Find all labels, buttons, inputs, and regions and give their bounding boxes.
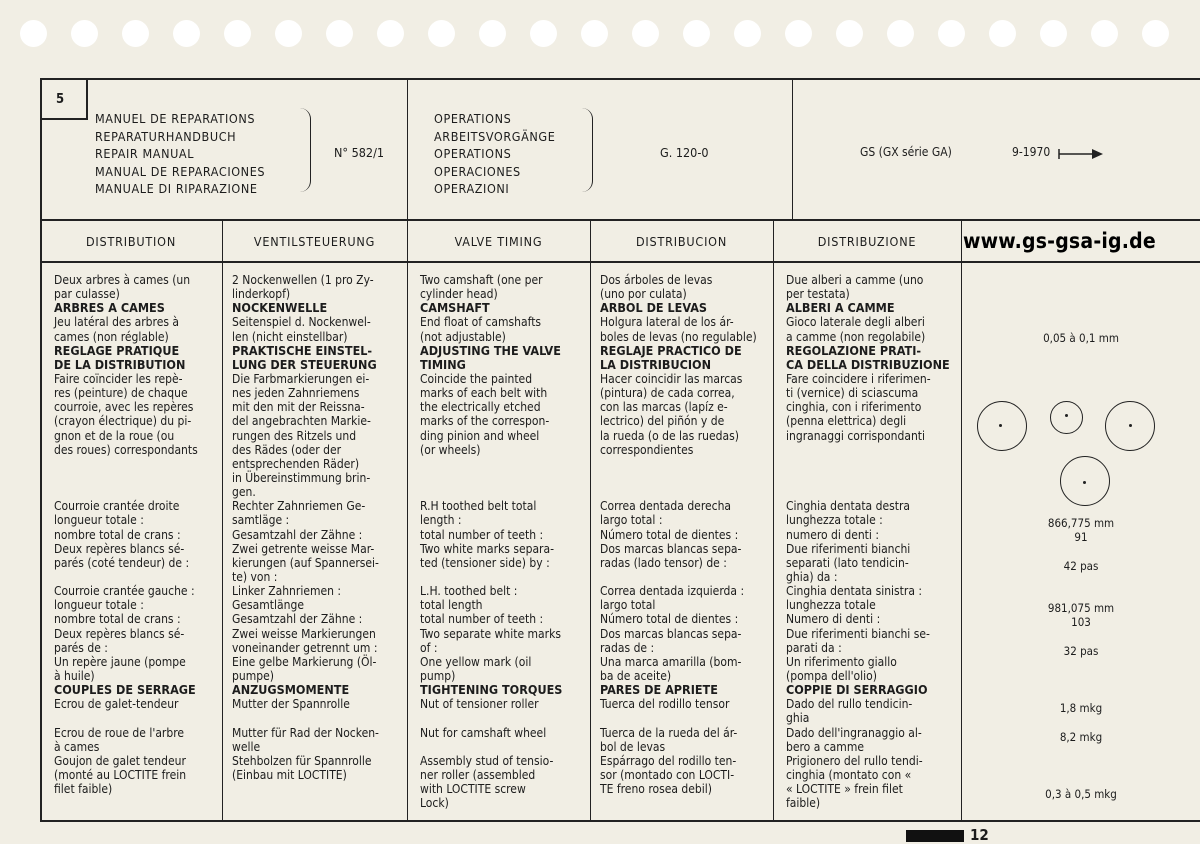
binder-hole: [428, 20, 455, 47]
text-line: nombre total de crans :: [54, 612, 181, 627]
text-line: ADJUSTING THE VALVE: [420, 342, 561, 358]
text-line: « LOCTITE » frein filet: [786, 782, 903, 797]
text-line: Zwei getrente weisse Mar-: [232, 541, 375, 556]
column-divider: [407, 78, 408, 822]
text-line: Deux repères blancs sé-: [54, 541, 185, 556]
column-text-it: [786, 273, 950, 810]
text-line: (crayon électrique) du pi-: [54, 414, 192, 429]
text-line: ARBOL DE LEVAS: [600, 300, 708, 316]
text-line: Dos marcas blancas sepa-: [600, 541, 742, 556]
value-rh-teeth: 91: [1074, 530, 1088, 544]
column-text-de: [232, 273, 379, 782]
text-line: [420, 471, 562, 485]
text-line: cinghia (montato con «: [786, 767, 912, 782]
column-header-divider: [40, 261, 1200, 263]
text-line: (Einbau mit LOCTITE): [232, 767, 347, 782]
text-line: Seitenspiel d. Nockenwel-: [232, 315, 371, 330]
operation-title-es: OPERACIONES: [434, 163, 521, 179]
text-line: Goujon de galet tendeur: [54, 753, 186, 768]
text-line: [232, 711, 379, 725]
manual-number: N° 582/1: [334, 145, 385, 160]
text-line: Die Farbmarkierungen ei-: [232, 371, 370, 386]
text-line: ding pinion and wheel: [420, 428, 540, 443]
value-torque-camshaft-nut: 8,2 mkg: [1059, 730, 1103, 744]
text-line: Un riferimento giallo: [786, 654, 897, 669]
operation-title-it: OPERAZIONI: [434, 181, 510, 196]
text-line: Ecrou de galet-tendeur: [54, 697, 179, 712]
text-line: Número total de dientes :: [600, 612, 739, 627]
text-line: des roues) correspondants: [54, 442, 198, 457]
pulley-circle: [1050, 401, 1083, 434]
binder-hole: [530, 20, 557, 47]
value-rh-length: 866,775 mm: [1047, 516, 1115, 530]
column-text-es: [600, 273, 757, 796]
text-line: [786, 443, 950, 457]
timing-mark: [1083, 481, 1086, 484]
text-line: res (peinture) de chaque: [54, 386, 188, 401]
column-divider: [961, 219, 962, 822]
text-line: Gesamtzahl der Zähne :: [232, 527, 363, 542]
text-line: Holgura lateral de los ár-: [600, 315, 734, 330]
operation-title-de: ARBEITSVORGÄNGE: [434, 128, 556, 144]
timing-mark: [1129, 424, 1132, 427]
text-line: ghia: [786, 711, 810, 726]
page-number: 12: [970, 826, 989, 844]
binder-hole: [632, 20, 659, 47]
text-line: len (nicht einstellbar): [232, 329, 348, 344]
text-line: correspondientes: [600, 442, 694, 457]
operation-code: G. 120-0: [660, 145, 709, 160]
value-lh-teeth: 103: [1071, 615, 1091, 629]
text-line: LUNG DER STEUERUNG: [232, 356, 377, 372]
text-line: largo total: [600, 598, 656, 613]
text-line: Deux arbres à cames (un: [54, 273, 191, 287]
text-line: à huile): [54, 668, 95, 683]
text-line: TE freno rosea debil): [600, 782, 712, 797]
binder-hole: [734, 20, 761, 47]
binder-hole: [20, 20, 47, 47]
text-line: REGOLAZIONE PRATI-: [786, 342, 922, 358]
text-line: COUPLES DE SERRAGE: [54, 682, 196, 698]
text-line: ted (tensioner side) by :: [420, 555, 550, 570]
bracket: [300, 108, 311, 192]
text-line: ingranaggi corrispondanti: [786, 428, 926, 443]
text-line: Prigionero del rullo tendi-: [786, 753, 923, 768]
text-line: (or wheels): [420, 442, 481, 457]
text-line: One yellow mark (oil: [420, 654, 532, 669]
text-line: [600, 471, 757, 485]
text-line: [54, 457, 198, 471]
column-divider: [222, 219, 223, 822]
text-line: courroie, avec les repères: [54, 400, 194, 415]
text-line: CA DELLA DISTRIBUZIONE: [786, 356, 950, 372]
text-line: PRAKTISCHE EINSTEL-: [232, 342, 373, 358]
text-line: ner roller (assembled: [420, 767, 536, 782]
text-line: parés (coté tendeur) de :: [54, 555, 190, 570]
text-line: LA DISTRIBUCION: [600, 356, 712, 372]
binder-hole: [275, 20, 302, 47]
text-line: cinghia, con i riferimento: [786, 400, 922, 415]
text-line: TIGHTENING TORQUES: [420, 682, 563, 698]
binder-hole: [71, 20, 98, 47]
text-line: Dos marcas blancas sepa-: [600, 626, 742, 641]
text-line: per testata): [786, 287, 850, 302]
binder-hole: [479, 20, 506, 47]
manual-title-it: MANUALE DI RIPARAZIONE: [95, 181, 258, 196]
text-line: Rechter Zahnriemen Ge-: [232, 499, 366, 514]
binder-hole: [326, 20, 353, 47]
text-line: total number of teeth :: [420, 612, 544, 627]
column-divider: [792, 78, 793, 220]
column-text-en: [420, 273, 562, 810]
text-line: Stehbolzen für Spannrolle: [232, 753, 372, 768]
text-line: (monté au LOCTITE frein: [54, 767, 187, 782]
text-line: [786, 457, 950, 471]
text-line: lunghezza totale :: [786, 513, 883, 528]
text-line: NOCKENWELLE: [232, 300, 328, 316]
text-line: Correa dentada derecha: [600, 499, 732, 514]
text-line: Tuerca de la rueda del ár-: [600, 725, 738, 740]
text-line: ti (vernice) di sciascuma: [786, 386, 919, 401]
text-line: Mutter für Rad der Nocken-: [232, 725, 379, 740]
manual-title-en: REPAIR MANUAL: [95, 146, 195, 161]
text-line: mit den mit der Reissna-: [232, 400, 365, 415]
text-line: longueur totale :: [54, 598, 144, 613]
manual-title-de: REPARATURHANDBUCH: [95, 128, 237, 144]
text-line: R.H toothed belt total: [420, 499, 537, 514]
text-line: Gioco laterale degli alberi: [786, 315, 925, 330]
text-line: Número total de dientes :: [600, 527, 739, 542]
binder-hole: [122, 20, 149, 47]
text-line: TIMING: [420, 356, 466, 372]
binder-hole: [224, 20, 251, 47]
text-line: [600, 570, 757, 584]
text-line: Two camshaft (one per: [420, 273, 543, 287]
column-header-en: VALVE TIMING: [454, 234, 543, 249]
binder-hole: [1142, 20, 1169, 47]
operation-titles: [434, 110, 555, 198]
text-line: Gesamtzahl der Zähne :: [232, 612, 363, 627]
text-line: [54, 570, 198, 584]
text-line: Dado dell'ingranaggio al-: [786, 725, 922, 740]
text-line: [420, 711, 562, 725]
text-line: [420, 485, 562, 499]
value-lh-length: 981,075 mm: [1047, 601, 1115, 615]
text-line: lunghezza totale: [786, 598, 876, 613]
text-line: REGLAJE PRACTICO DE: [600, 342, 742, 358]
header-divider: [40, 219, 1200, 221]
value-rh-marks: 42 pas: [1063, 559, 1099, 573]
text-line: in Übereinstimmung brin-: [232, 470, 371, 485]
column-header-de: VENTILSTEUERUNG: [253, 234, 376, 249]
bracket: [582, 108, 593, 192]
model-date: 9-1970: [1012, 145, 1051, 159]
text-line: linderkopf): [232, 287, 291, 302]
text-line: nes jeden Zahnriemens: [232, 386, 360, 401]
column-header-es: DISTRIBUCION: [635, 234, 728, 249]
text-line: à cames: [54, 739, 100, 754]
text-line: [600, 711, 757, 725]
text-line: Mutter der Spannrolle: [232, 697, 350, 712]
text-line: cylinder head): [420, 287, 498, 302]
binder-hole: [1091, 20, 1118, 47]
manual-title-es: MANUAL DE REPARACIONES: [95, 163, 266, 179]
column-header-it: DISTRIBUZIONE: [817, 234, 917, 249]
text-line: samtläge :: [232, 513, 290, 528]
text-line: Espárrago del rodillo ten-: [600, 753, 737, 768]
operation-title-fr: OPERATIONS: [434, 111, 512, 126]
text-line: Fare coincidere i riferimen-: [786, 371, 931, 386]
timing-mark: [1065, 414, 1068, 417]
text-line: Un repère jaune (pompe: [54, 654, 186, 669]
binder-hole: [581, 20, 608, 47]
text-line: 2 Nockenwellen (1 pro Zy-: [232, 273, 374, 287]
text-line: gen.: [232, 485, 256, 500]
binder-hole: [173, 20, 200, 47]
text-line: ALBERI A CAMME: [786, 300, 895, 316]
text-line: marks of the correspon-: [420, 414, 550, 429]
text-line: parati da :: [786, 640, 842, 655]
text-line: radas de :: [600, 640, 655, 655]
text-line: [600, 457, 757, 471]
text-line: [786, 485, 950, 499]
text-line: Cinghia dentata destra: [786, 499, 910, 514]
text-line: length :: [420, 513, 462, 528]
text-line: L.H. toothed belt :: [420, 584, 518, 599]
text-line: [54, 485, 198, 499]
value-lh-marks: 32 pas: [1063, 644, 1099, 658]
text-line: separati (lato tendicin-: [786, 555, 909, 570]
text-line: Due riferimenti bianchi: [786, 541, 911, 556]
text-line: filet faible): [54, 782, 113, 797]
pulley-circle: [977, 401, 1027, 451]
text-line: (penna elettrica) degli: [786, 414, 907, 429]
text-line: gnon et de la roue (ou: [54, 428, 175, 443]
text-line: entsprechenden Räder): [232, 456, 360, 471]
text-line: Numero di denti :: [786, 612, 881, 627]
text-line: ARBRES A CAMES: [54, 300, 165, 316]
text-line: Lock): [420, 796, 449, 811]
text-line: nombre total de crans :: [54, 527, 181, 542]
text-line: numero di denti :: [786, 527, 879, 542]
text-line: Hacer coincidir las marcas: [600, 371, 743, 386]
text-line: Due riferimenti bianchi se-: [786, 626, 930, 641]
text-line: bero a camme: [786, 739, 864, 754]
text-line: [420, 740, 562, 754]
text-line: DE LA DISTRIBUTION: [54, 356, 186, 372]
text-line: Jeu latéral des arbres à: [54, 315, 180, 330]
text-line: Dado del rullo tendicin-: [786, 697, 913, 712]
value-end-float: 0,05 à 0,1 mm: [1043, 331, 1119, 345]
text-line: ghia) da :: [786, 569, 838, 584]
text-line: Two white marks separa-: [420, 541, 555, 556]
text-line: rungen des Ritzels und: [232, 428, 357, 443]
text-line: radas (lado tensor) de :: [600, 555, 727, 570]
text-line: [54, 471, 198, 485]
text-line: Zwei weisse Markierungen: [232, 626, 376, 641]
text-line: Una marca amarilla (bom-: [600, 654, 742, 669]
column-divider: [773, 219, 774, 822]
text-line: of :: [420, 640, 438, 655]
arrow-right-icon: [1058, 147, 1104, 161]
text-line: [786, 471, 950, 485]
text-line: pump): [420, 668, 456, 683]
text-line: Courroie crantée droite: [54, 499, 180, 514]
text-line: welle: [232, 739, 261, 754]
column-header-fr: DISTRIBUTION: [85, 234, 177, 249]
text-line: Ecrou de roue de l'arbre: [54, 725, 185, 740]
operation-title-en: OPERATIONS: [434, 146, 512, 161]
manual-titles: [95, 110, 265, 198]
text-line: longueur totale :: [54, 513, 144, 528]
text-line: Correa dentada izquierda :: [600, 584, 745, 599]
text-line: total number of teeth :: [420, 527, 544, 542]
text-line: voneinander getrennt um :: [232, 640, 378, 655]
vehicle-model: GS (GX série GA): [860, 145, 952, 159]
text-line: la rueda (o de las ruedas): [600, 428, 739, 443]
text-line: bol de levas: [600, 739, 666, 754]
text-line: [420, 570, 562, 584]
column-divider: [590, 219, 591, 822]
text-line: Gesamtlänge: [232, 598, 304, 613]
text-line: (not adjustable): [420, 329, 506, 344]
text-line: [600, 485, 757, 499]
binder-hole: [989, 20, 1016, 47]
text-line: Cinghia dentata sinistra :: [786, 584, 923, 599]
text-line: Eine gelbe Markierung (Öl-: [232, 654, 377, 669]
text-line: Assembly stud of tensio-: [420, 753, 554, 768]
text-line: [420, 457, 562, 471]
text-line: boles de levas (no regulable): [600, 329, 757, 344]
text-line: Dos árboles de levas: [600, 273, 713, 287]
page-tab: [906, 830, 964, 842]
text-line: Two separate white marks: [420, 626, 561, 641]
manual-title-fr: MANUEL DE REPARATIONS: [95, 111, 256, 126]
text-line: Nut of tensioner roller: [420, 697, 539, 712]
text-line: sor (montado con LOCTI-: [600, 767, 735, 782]
text-line: the electrically etched: [420, 400, 541, 415]
text-line: (pompa dell'olio): [786, 668, 877, 683]
text-line: Coincide the painted: [420, 371, 533, 386]
text-line: con las marcas (lapíz e-: [600, 400, 728, 415]
text-line: PARES DE APRIETE: [600, 682, 718, 698]
column-text-fr: [54, 273, 198, 796]
timing-mark: [999, 424, 1002, 427]
text-line: Deux repères blancs sé-: [54, 626, 185, 641]
text-line: (pintura) de cada correa,: [600, 386, 735, 401]
binder-hole: [1040, 20, 1067, 47]
text-line: des Rädes (oder der: [232, 442, 342, 457]
text-line: cames (non réglable): [54, 329, 169, 344]
text-line: End float of camshafts: [420, 315, 542, 330]
text-line: marks of each belt with: [420, 386, 548, 401]
text-line: REGLAGE PRATIQUE: [54, 342, 180, 358]
binder-hole: [785, 20, 812, 47]
text-line: del angebrachten Markie-: [232, 414, 371, 429]
text-line: ba de aceite): [600, 668, 672, 683]
text-line: te) von :: [232, 569, 278, 584]
text-line: Tuerca del rodillo tensor: [600, 697, 730, 712]
text-line: Linker Zahnriemen :: [232, 584, 342, 599]
text-line: kierungen (auf Spannersei-: [232, 555, 379, 570]
text-line: [54, 711, 198, 725]
text-line: CAMSHAFT: [420, 300, 490, 316]
binder-hole: [887, 20, 914, 47]
text-line: a camme (non regolabile): [786, 329, 926, 344]
text-line: ANZUGSMOMENTE: [232, 682, 350, 698]
binder-hole: [683, 20, 710, 47]
text-line: largo total :: [600, 513, 663, 528]
binder-hole: [377, 20, 404, 47]
text-line: Faire coïncider les repè-: [54, 371, 183, 386]
website-watermark: www.gs-gsa-ig.de: [963, 229, 1156, 253]
text-line: Nut for camshaft wheel: [420, 725, 547, 740]
text-line: faible): [786, 796, 821, 811]
text-line: lectrico) del piñón y de: [600, 414, 725, 429]
binder-hole: [836, 20, 863, 47]
text-line: parés de :: [54, 640, 108, 655]
text-line: COPPIE DI SERRAGGIO: [786, 682, 928, 698]
value-torque-stud: 0,3 à 0,5 mkg: [1045, 787, 1117, 801]
section-number: 5: [40, 78, 88, 120]
text-line: Courroie crantée gauche :: [54, 584, 195, 599]
text-line: total length: [420, 598, 483, 613]
text-line: with LOCTITE screw: [420, 782, 526, 797]
value-torque-tensioner-nut: 1,8 mkg: [1059, 701, 1103, 715]
text-line: par culasse): [54, 287, 120, 302]
text-line: Due alberi a camme (uno: [786, 273, 924, 287]
text-line: pumpe): [232, 668, 274, 683]
binder-hole: [938, 20, 965, 47]
text-line: (uno por culata): [600, 287, 687, 302]
